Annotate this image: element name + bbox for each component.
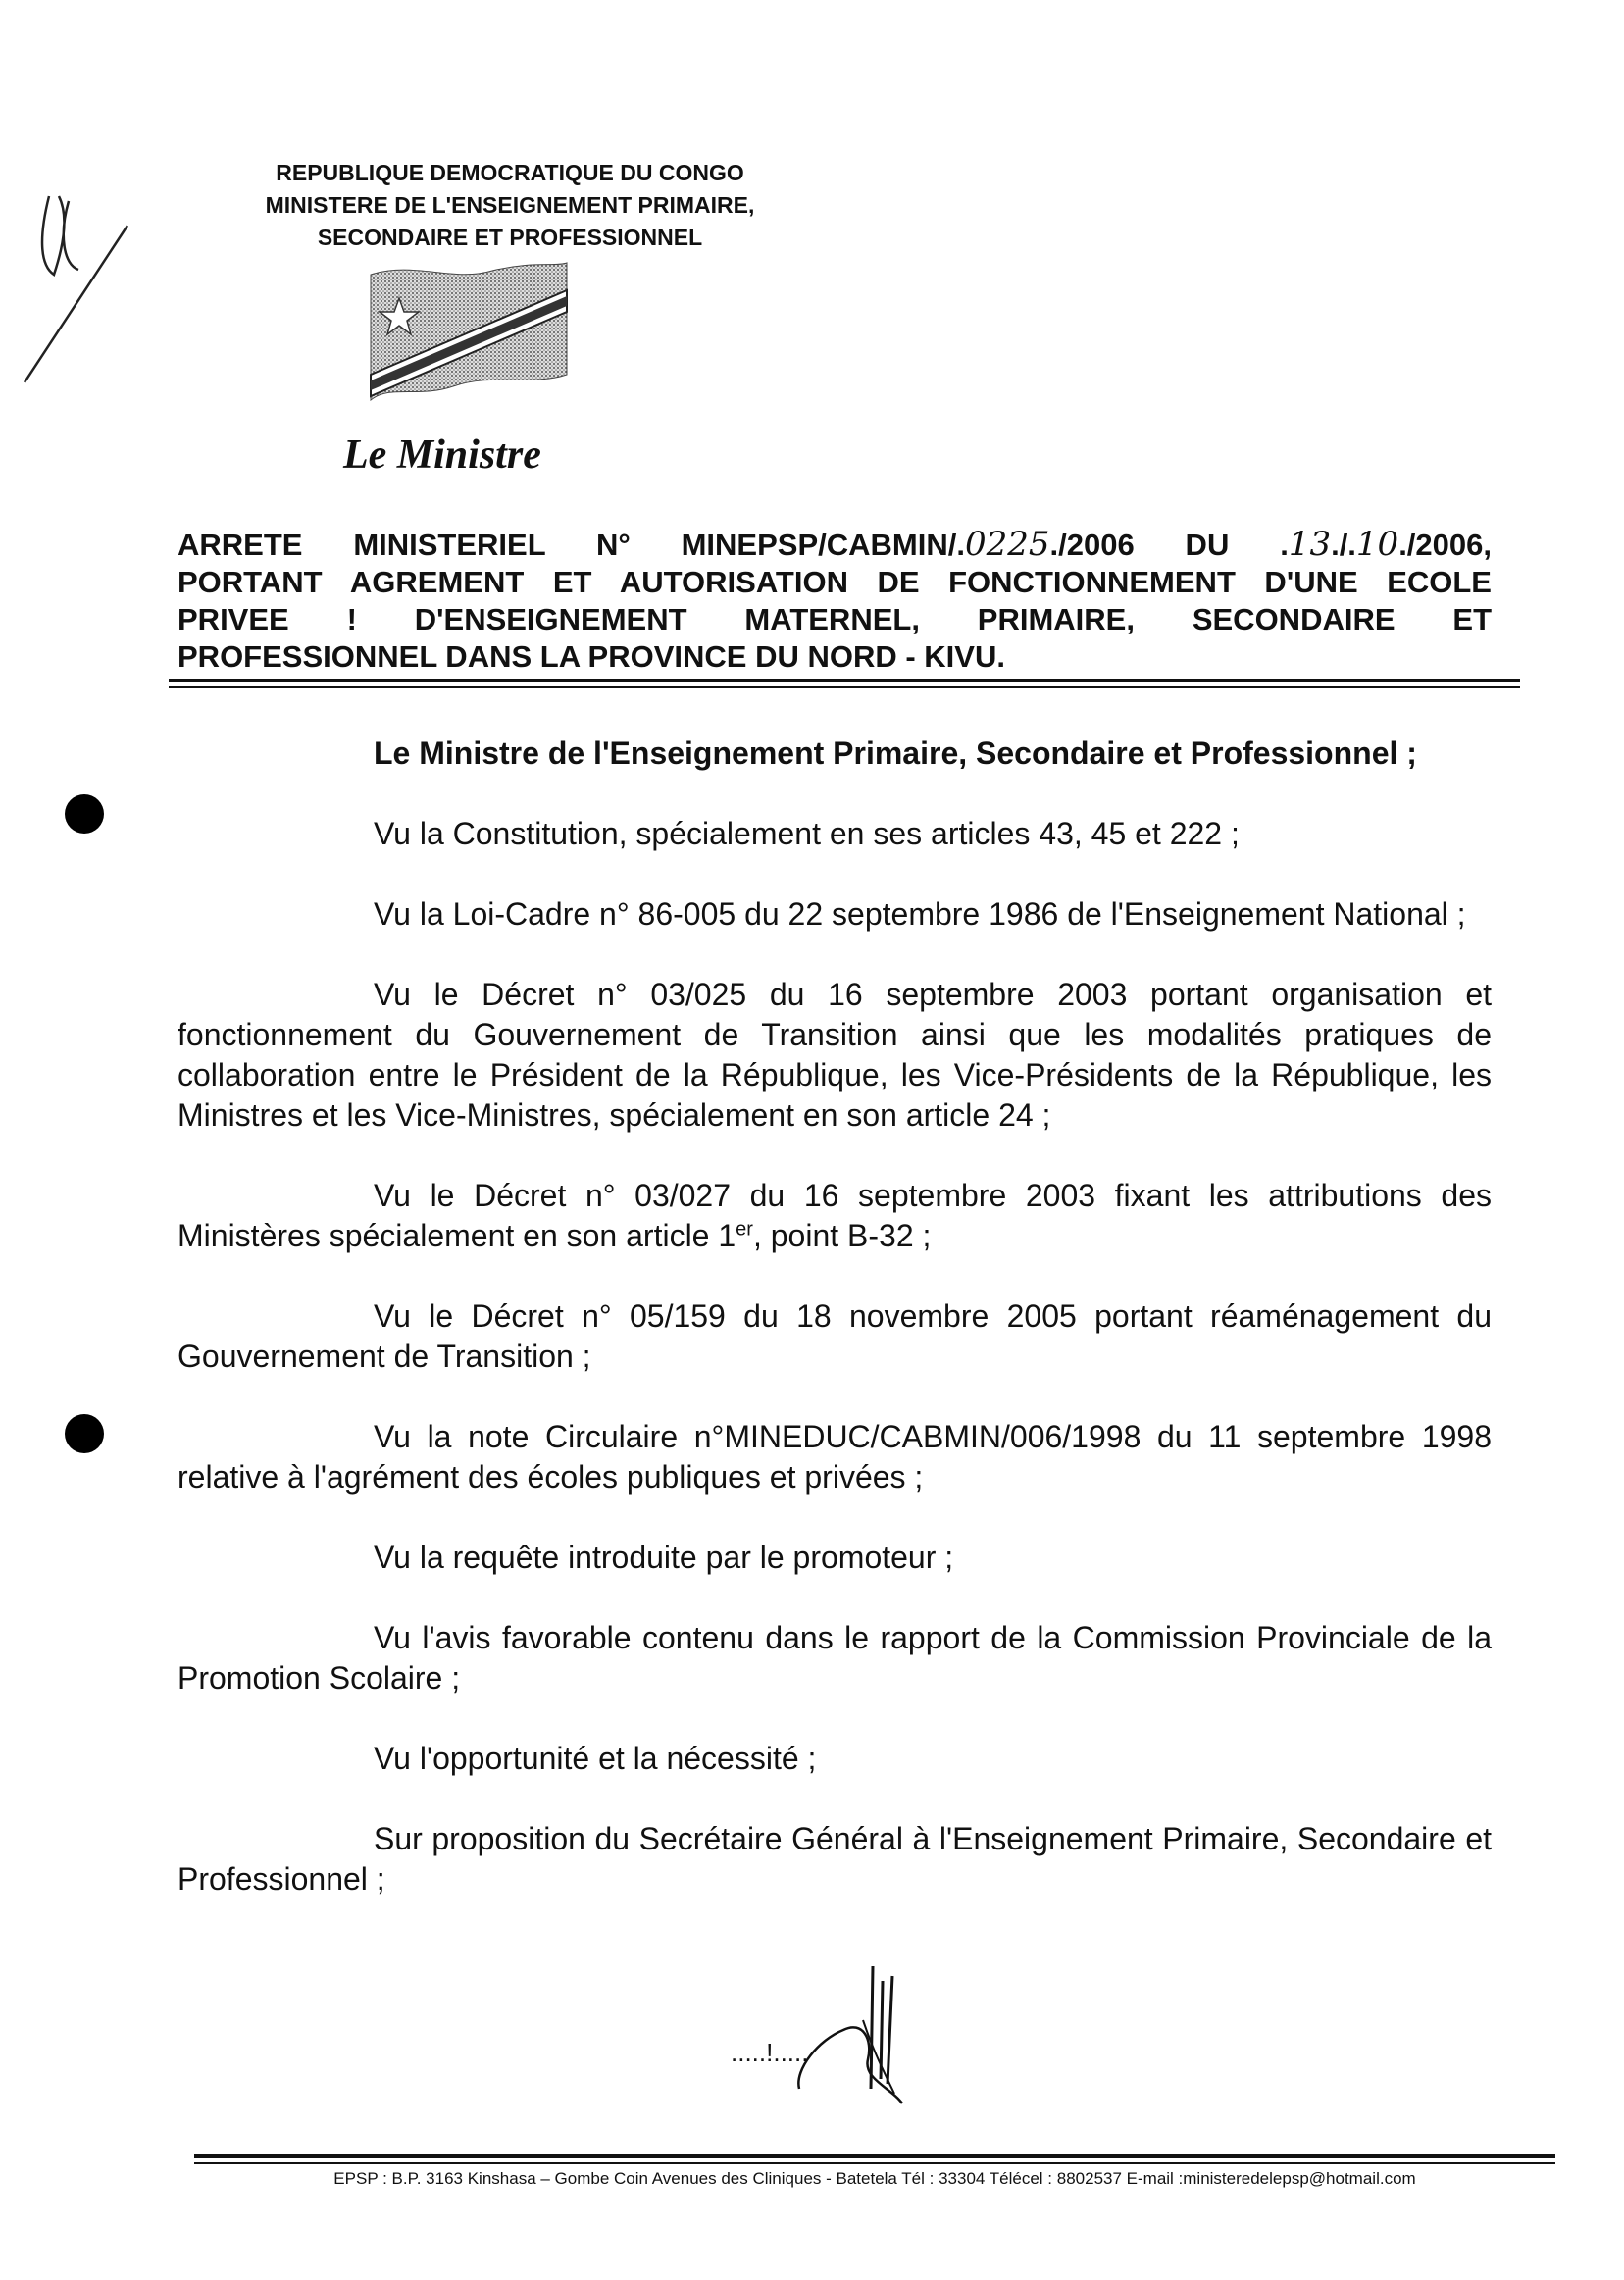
paragraph-text: Sur proposition du Secrétaire Général à l'Enseignement Primaire, Secondaire et Professionnel ; — [178, 1821, 1492, 1897]
arrete-year-du: ./2006 DU . — [1049, 528, 1289, 562]
paragraph-opportunite — [178, 1739, 1492, 1779]
paragraph-decret-05-159 — [178, 1296, 1492, 1377]
punch-hole-mark-bottom — [65, 1414, 104, 1453]
document-body — [178, 734, 1492, 1940]
arrete-heading — [178, 526, 1492, 676]
paragraph-decret-03-027 — [178, 1176, 1492, 1256]
paragraph-decret-03-025 — [178, 975, 1492, 1136]
handwritten-signature — [726, 1961, 951, 2108]
margin-annotation-mark — [10, 177, 137, 402]
letterhead-ministry: MINISTERE DE L'ENSEIGNEMENT PRIMAIRE, — [265, 192, 755, 218]
paragraph-text: Vu le Décret n° 03/027 du 16 septembre 2003 fixant les attributions des Ministères spécialement en son article 1 — [178, 1178, 1492, 1253]
paragraph-text: Vu le Décret n° 03/025 du 16 septembre 2003 portant organisation et fonctionnement du Gouvernement de Transition ainsi que les modalités pratiques de collaboration entre le Président de la République, les Vice-Présidents de la République, les Ministres et les Vice-Ministres, spécialement en son article 24 ; — [178, 977, 1492, 1133]
paragraph-text: Vu le Décret n° 05/159 du 18 novembre 2005 portant réaménagement du Gouvernement de Transition ; — [178, 1298, 1492, 1374]
paragraph-loi-cadre — [178, 894, 1492, 935]
letterhead-republic: REPUBLIQUE DEMOCRATIQUE DU CONGO — [276, 160, 744, 185]
paragraph-text: Vu la Loi-Cadre n° 86-005 du 22 septembre 1986 de l'Enseignement National ; — [374, 896, 1466, 932]
handwritten-day: 13 — [1288, 525, 1332, 564]
paragraph-text: Vu la Constitution, spécialement en ses articles 43, 45 et 222 ; — [374, 816, 1240, 851]
paragraph-text: Vu la note Circulaire n°MINEDUC/CABMIN/006/1998 du 11 septembre 1998 relative à l'agrément des écoles publiques et privées ; — [178, 1419, 1492, 1495]
footer-divider-thin — [194, 2162, 1555, 2164]
paragraph-note-circulaire — [178, 1417, 1492, 1497]
arrete-line-2: PORTANT AGREMENT ET AUTORISATION DE FONCTIONNEMENT D'UNE ECOLE — [178, 565, 1492, 599]
signature-dots: .....!..... — [731, 2038, 809, 2067]
paragraph-text: Vu l'opportunité et la nécessité ; — [374, 1741, 817, 1776]
paragraph-requete — [178, 1538, 1492, 1578]
paragraph-text-end: , point B-32 ; — [752, 1218, 932, 1253]
paragraph-minister-intro — [178, 734, 1492, 774]
punch-hole-mark-top — [65, 794, 104, 834]
paragraph-text: Le Ministre de l'Enseignement Primaire, Secondaire et Professionnel ; — [374, 735, 1417, 771]
heading-divider — [169, 679, 1520, 682]
handwritten-arrete-number: 0225 — [964, 525, 1050, 564]
arrete-line-1 — [178, 526, 1492, 564]
minister-title: Le Ministre — [343, 432, 541, 478]
handwritten-month: 10 — [1355, 525, 1399, 564]
arrete-line-3: PRIVEE ! D'ENSEIGNEMENT MATERNEL, PRIMAIRE, SECONDAIRE ET — [178, 602, 1492, 636]
arrete-year-end: ./2006, — [1398, 528, 1492, 562]
heading-divider-thin — [169, 686, 1520, 688]
paragraph-avis-favorable — [178, 1618, 1492, 1698]
date-separator: ./. — [1331, 528, 1356, 562]
paragraph-constitution — [178, 814, 1492, 854]
arrete-prefix: ARRETE MINISTERIEL N° MINEPSP/CABMIN/. — [178, 528, 965, 562]
footer-contact: EPSP : B.P. 3163 Kinshasa – Gombe Coin Avenues des Cliniques - Batetela Tél : 33304 Télécel : 8802537 E-mail :ministeredelepsp@hotmail.com — [333, 2169, 1416, 2188]
letterhead-ministry-cont: SECONDAIRE ET PROFESSIONNEL — [317, 225, 703, 250]
letterhead — [196, 157, 824, 254]
drc-flag-emblem — [365, 257, 573, 406]
paragraph-text: Vu la requête introduite par le promoteur ; — [374, 1540, 954, 1575]
footer-divider — [194, 2154, 1555, 2158]
paragraph-text: Vu l'avis favorable contenu dans le rapport de la Commission Provinciale de la Promotion Scolaire ; — [178, 1620, 1492, 1696]
superscript: er — [736, 1218, 753, 1241]
arrete-line-4: PROFESSIONNEL DANS LA PROVINCE DU NORD - KIVU. — [178, 639, 1005, 674]
paragraph-proposition — [178, 1819, 1492, 1900]
